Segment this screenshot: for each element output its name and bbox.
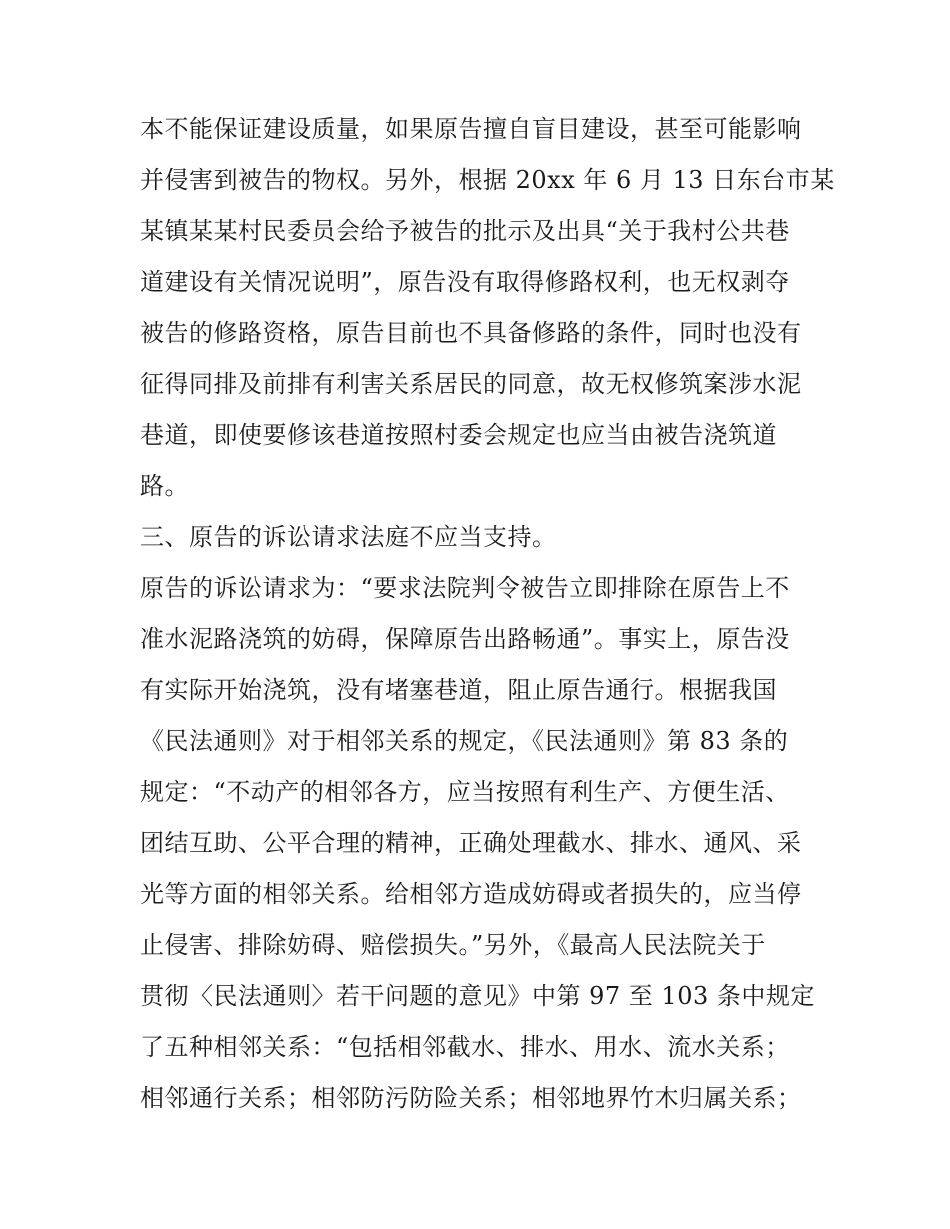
text-line: 道建设有关情况说明”，原告没有取得修路权利，也无权剥夺 — [140, 268, 790, 296]
text-line: 光等方面的相邻关系。给相邻方造成妨碍或者损失的，应当停 — [140, 880, 802, 908]
text-line: 本不能保证建设质量，如果原告擅自盲目建设，甚至可能影响 — [140, 115, 802, 143]
text-line: 巷道，即使要修该巷道按照村委会规定也应当由被告浇筑道 — [140, 421, 777, 449]
text-line: 路。 — [140, 472, 189, 500]
text-line: 团结互助、公平合理的精神，正确处理截水、排水、通风、采 — [140, 829, 802, 857]
text-line: 规定：“不动产的相邻各方，应当按照有利生产、方便生活、 — [140, 778, 790, 806]
text-line: 了五种相邻关系：“包括相邻截水、排水、用水、流水关系； — [140, 1033, 790, 1061]
text-line: 相邻通行关系；相邻防污防险关系；相邻地界竹木归属关系； — [140, 1084, 802, 1112]
text-line: 《民法通则》对于相邻关系的规定，《民法通则》第 83 条的 — [140, 727, 789, 755]
text-line: 有实际开始浇筑，没有堵塞巷道，阻止原告通行。根据我国 — [140, 676, 777, 704]
text-line: 止侵害、排除妨碍、赔偿损失。”另外，《最高人民法院关于 — [140, 931, 766, 959]
text-line: 征得同排及前排有利害关系居民的同意，故无权修筑案涉水泥 — [140, 370, 802, 398]
text-line: 贯彻〈民法通则〉若干问题的意见》中第 97 至 103 条中规定 — [140, 982, 815, 1010]
text-line: 并侵害到被告的物权。另外，根据 20xx 年 6 月 13 日东台市某 — [140, 166, 835, 194]
body-text — [140, 104, 835, 1124]
text-line: 准水泥路浇筑的妨碍，保障原告出路畅通”。事实上，原告没 — [140, 625, 790, 653]
text-line: 某镇某某村民委员会给予被告的批示及出具“关于我村公共巷 — [140, 217, 790, 245]
text-line: 被告的修路资格，原告目前也不具备修路的条件，同时也没有 — [140, 319, 802, 347]
section-heading: 三、原告的诉讼请求法庭不应当支持。 — [140, 523, 557, 551]
text-line: 原告的诉讼请求为：“要求法院判令被告立即排除在原告上不 — [140, 574, 790, 602]
